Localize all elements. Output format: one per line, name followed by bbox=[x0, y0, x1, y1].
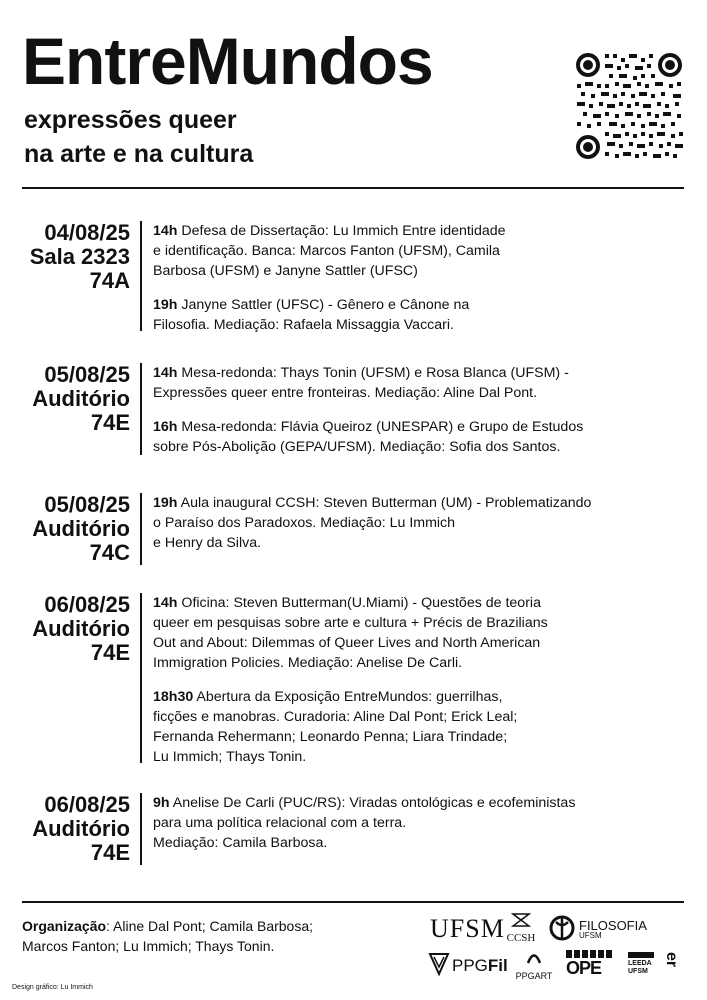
leeda-sub-label: UFSM bbox=[628, 968, 648, 975]
entry-text: Janyne Sattler (UFSC) - Gênero e Cânone na bbox=[181, 297, 470, 313]
session-block bbox=[22, 221, 684, 333]
entry-line: sobre Pós-Abolição (GEPA/UFSM). Mediação: Sofia dos Santos. bbox=[153, 439, 561, 455]
session-divider bbox=[140, 793, 142, 865]
entry-text: Mesa-redonda: Flávia Queiroz (UNESPAR) e Grupo de Estudos bbox=[181, 419, 584, 435]
session-building: 74A bbox=[89, 268, 130, 293]
entry-line: e identificação. Banca: Marcos Fanton (UFSM), Camila bbox=[153, 243, 500, 259]
filosofia-emblem-icon bbox=[548, 914, 576, 942]
design-credit: Design gráfico: Lu Immich bbox=[12, 984, 93, 991]
schedule-entry bbox=[153, 417, 673, 457]
bottom-divider bbox=[22, 901, 684, 903]
leeda-bar-icon bbox=[628, 952, 654, 958]
schedule-entry bbox=[153, 363, 673, 403]
session-room: Auditório bbox=[32, 616, 130, 641]
entry-line: Out and About: Dilemmas of Queer Lives and North American bbox=[153, 635, 541, 651]
entry-time: 19h bbox=[153, 495, 178, 511]
entry-time: 14h bbox=[153, 365, 178, 381]
entry-line: queer em pesquisas sobre arte e cultura + Précis de Brazilians bbox=[153, 615, 548, 631]
ope-logo bbox=[566, 950, 614, 978]
session-room: Auditório bbox=[32, 386, 130, 411]
session-date: 05/08/25 bbox=[44, 362, 130, 387]
entry-line: para uma política relacional com a terra. bbox=[153, 815, 407, 831]
session-divider bbox=[140, 221, 142, 331]
subtitle-line-1: expressões queer bbox=[24, 106, 237, 134]
entry-line: e Henry da Silva. bbox=[153, 535, 262, 551]
ope-label: OPE bbox=[566, 958, 602, 978]
entry-line: ficções e manobras. Curadoria: Aline Dal Pont; Erick Leal; bbox=[153, 709, 518, 725]
ppgfil-label-a: PPG bbox=[452, 956, 488, 975]
entry-time: 19h bbox=[153, 297, 178, 313]
session-block bbox=[22, 793, 684, 865]
ppgfil-emblem-icon bbox=[428, 952, 450, 976]
session-building: 74C bbox=[89, 540, 130, 565]
ppgart-logo bbox=[512, 950, 556, 981]
filosofia-sub-label: UFSM bbox=[579, 931, 602, 940]
entry-line: Lu Immich; Thays Tonin. bbox=[153, 749, 307, 765]
entry-time: 14h bbox=[153, 223, 178, 239]
ccsh-emblem-icon bbox=[511, 912, 531, 928]
ufsm-logo: UFSM bbox=[430, 914, 505, 943]
ppgart-emblem-icon bbox=[525, 950, 543, 966]
entry-line: Filosofia. Mediação: Rafaela Missaggia Vaccari. bbox=[153, 317, 454, 333]
session-date-block bbox=[22, 493, 130, 565]
entry-time: 18h30 bbox=[153, 689, 194, 705]
ccsh-logo bbox=[503, 912, 539, 944]
schedule-entry bbox=[153, 295, 673, 335]
ccsh-label: CCSH bbox=[506, 932, 536, 944]
session-date-block bbox=[22, 593, 130, 665]
ope-stripes-icon bbox=[566, 950, 614, 958]
entry-line: Fernanda Rehermann; Leonardo Penna; Liara Trindade; bbox=[153, 729, 508, 745]
ppgart-label: PPGART bbox=[515, 971, 553, 981]
leeda-logo bbox=[628, 952, 654, 976]
entry-text: Abertura da Exposição EntreMundos: guerrilhas, bbox=[196, 689, 503, 705]
session-building: 74E bbox=[90, 840, 130, 865]
entry-time: 9h bbox=[153, 795, 170, 811]
session-block bbox=[22, 493, 684, 565]
organization-line-2: Marcos Fanton; Lu Immich; Thays Tonin. bbox=[22, 938, 275, 954]
session-building: 74E bbox=[90, 410, 130, 435]
entry-text: Defesa de Dissertação: Lu Immich Entre identidade bbox=[181, 223, 506, 239]
er-logo: er bbox=[663, 952, 680, 968]
session-room: Sala 2323 bbox=[29, 244, 130, 269]
filosofia-label: FILOSOFIA bbox=[579, 918, 647, 933]
session-block bbox=[22, 593, 684, 763]
entry-time: 16h bbox=[153, 419, 178, 435]
session-divider bbox=[140, 363, 142, 455]
qr-code-icon[interactable] bbox=[575, 52, 683, 160]
entry-line: Expressões queer entre fronteiras. Mediação: Aline Dal Pont. bbox=[153, 385, 538, 401]
page-title: EntreMundos bbox=[22, 24, 433, 98]
organization-line-1: : Aline Dal Pont; Camila Barbosa; bbox=[106, 918, 314, 934]
entry-line: Mediação: Camila Barbosa. bbox=[153, 835, 328, 851]
entry-line: Barbosa (UFSM) e Janyne Sattler (UFSC) bbox=[153, 263, 418, 279]
schedule-entry bbox=[153, 793, 673, 853]
session-date-block bbox=[22, 221, 130, 293]
schedule-entry bbox=[153, 687, 673, 767]
entry-line: Immigration Policies. Mediação: Anelise De Carli. bbox=[153, 655, 463, 671]
session-date-block bbox=[22, 363, 130, 435]
entry-line: o Paraíso dos Paradoxos. Mediação: Lu Immich bbox=[153, 515, 456, 531]
session-divider bbox=[140, 593, 142, 763]
session-room: Auditório bbox=[32, 816, 130, 841]
entry-time: 14h bbox=[153, 595, 178, 611]
session-room: Auditório bbox=[32, 516, 130, 541]
session-date: 06/08/25 bbox=[44, 792, 130, 817]
session-building: 74E bbox=[90, 640, 130, 665]
subtitle-line-2: na arte e na cultura bbox=[24, 140, 254, 168]
schedule-entry bbox=[153, 593, 673, 673]
entry-text: Aula inaugural CCSH: Steven Butterman (UM) - Problematizando bbox=[180, 495, 592, 511]
session-date: 05/08/25 bbox=[44, 492, 130, 517]
session-block bbox=[22, 363, 684, 455]
leeda-label: LEEDA bbox=[628, 960, 652, 967]
organization-label: Organização bbox=[22, 918, 107, 934]
organization-credits bbox=[22, 916, 352, 956]
schedule-entry bbox=[153, 493, 673, 553]
entry-text: Mesa-redonda: Thays Tonin (UFSM) e Rosa Blanca (UFSM) - bbox=[181, 365, 569, 381]
entry-text: Anelise De Carli (PUC/RS): Viradas ontológicas e ecofeministas bbox=[172, 795, 576, 811]
session-date: 06/08/25 bbox=[44, 592, 130, 617]
ppgfil-label-b: Fil bbox=[487, 956, 508, 975]
session-date: 04/08/25 bbox=[44, 220, 130, 245]
top-divider bbox=[22, 187, 684, 189]
entry-text: Oficina: Steven Butterman(U.Miami) - Questões de teoria bbox=[181, 595, 541, 611]
session-divider bbox=[140, 493, 142, 565]
schedule-entry bbox=[153, 221, 673, 281]
session-date-block bbox=[22, 793, 130, 865]
